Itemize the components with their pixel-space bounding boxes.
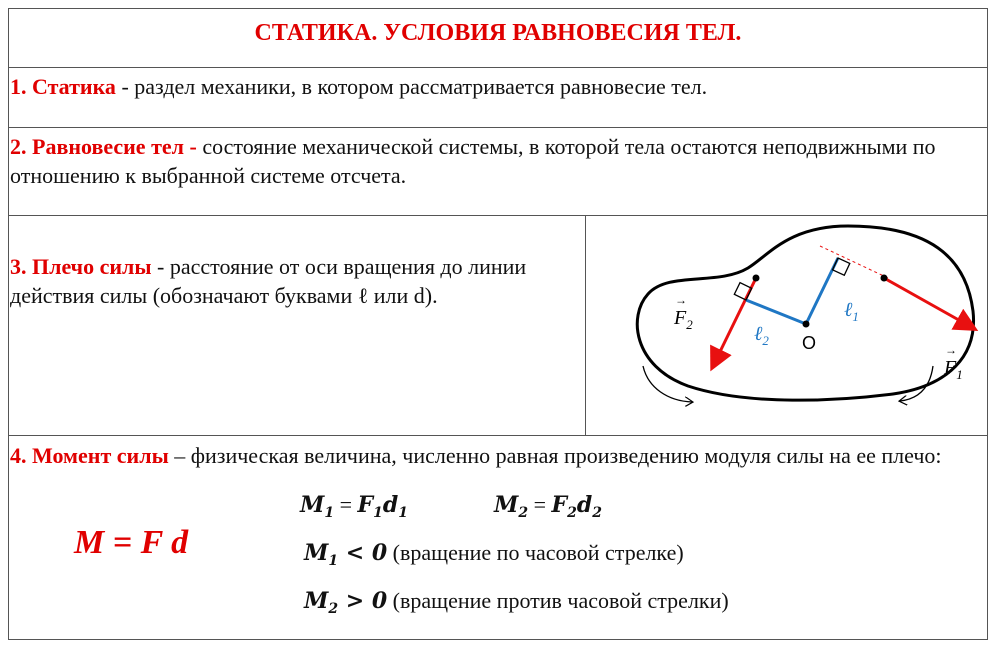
- force-2-point: [753, 275, 760, 282]
- force-2-arrow: [713, 278, 756, 366]
- moment-equation-1: $M_1 = F_1d_1$: [300, 492, 409, 522]
- definition-equilibrium-text: состояние механической системы, в которой тела остаются неподвижными по отношению к выбранной системе отсчета.: [10, 134, 936, 188]
- condition-clockwise-note: (вращение по часовой стрелке): [387, 540, 684, 565]
- force-2-label: $F_2$: [674, 307, 693, 332]
- pivot-point: [803, 321, 810, 328]
- definition-moment: [8, 436, 988, 640]
- arm-2-label: ℓ$_2$: [754, 323, 769, 348]
- arm-2-line: [746, 300, 806, 324]
- arm-1-label: ℓ$_1$: [844, 299, 859, 324]
- moment-equation-2: $M_2 = F_2d_2$: [494, 492, 603, 522]
- condition-counterclockwise: $M_2 > 0$ (вращение против часовой стрелки): [304, 588, 729, 618]
- term-moment: 4. Момент силы: [10, 443, 169, 468]
- term-equilibrium: 2. Равновесие тел -: [10, 134, 197, 159]
- force-1-vector-mark: →: [945, 343, 957, 357]
- rotation-cw-arrow: [900, 366, 933, 401]
- definition-lever-arm: [8, 216, 988, 436]
- condition-clockwise: $M_1 < 0$ (вращение по часовой стрелке): [304, 540, 684, 570]
- term-lever-arm: 3. Плечо силы: [10, 254, 152, 279]
- pivot-label: O: [802, 333, 817, 353]
- page-title: СТАТИКА. УСЛОВИЯ РАВНОВЕСИЯ ТЕЛ.: [8, 8, 988, 68]
- condition-counterclockwise-note: (вращение против часовой стрелки): [387, 588, 729, 613]
- term-statics: 1. Статика: [10, 74, 116, 99]
- force-1-point: [881, 275, 888, 282]
- definition-lever-arm-text: - расстояние от оси вращения до линии действия силы (обозначают буквами ℓ или d).: [10, 254, 527, 308]
- definition-equilibrium: [8, 128, 988, 216]
- lever-arm-text-cell: [8, 216, 586, 435]
- force-1-label: $F_1$: [944, 357, 963, 382]
- force-2-vector-mark: →: [675, 293, 687, 307]
- force-1-arrow: [884, 278, 973, 328]
- definition-statics: [8, 68, 988, 128]
- moment-formula: M = F d: [74, 524, 189, 561]
- definition-statics-text: - раздел механики, в котором рассматривается равновесие тел.: [115, 74, 708, 99]
- lever-arm-diagram: [588, 216, 986, 435]
- rigid-body-outline: [637, 226, 973, 400]
- definition-moment-text: – физическая величина, численно равная произведению модуля силы на ее плечо:: [168, 443, 942, 468]
